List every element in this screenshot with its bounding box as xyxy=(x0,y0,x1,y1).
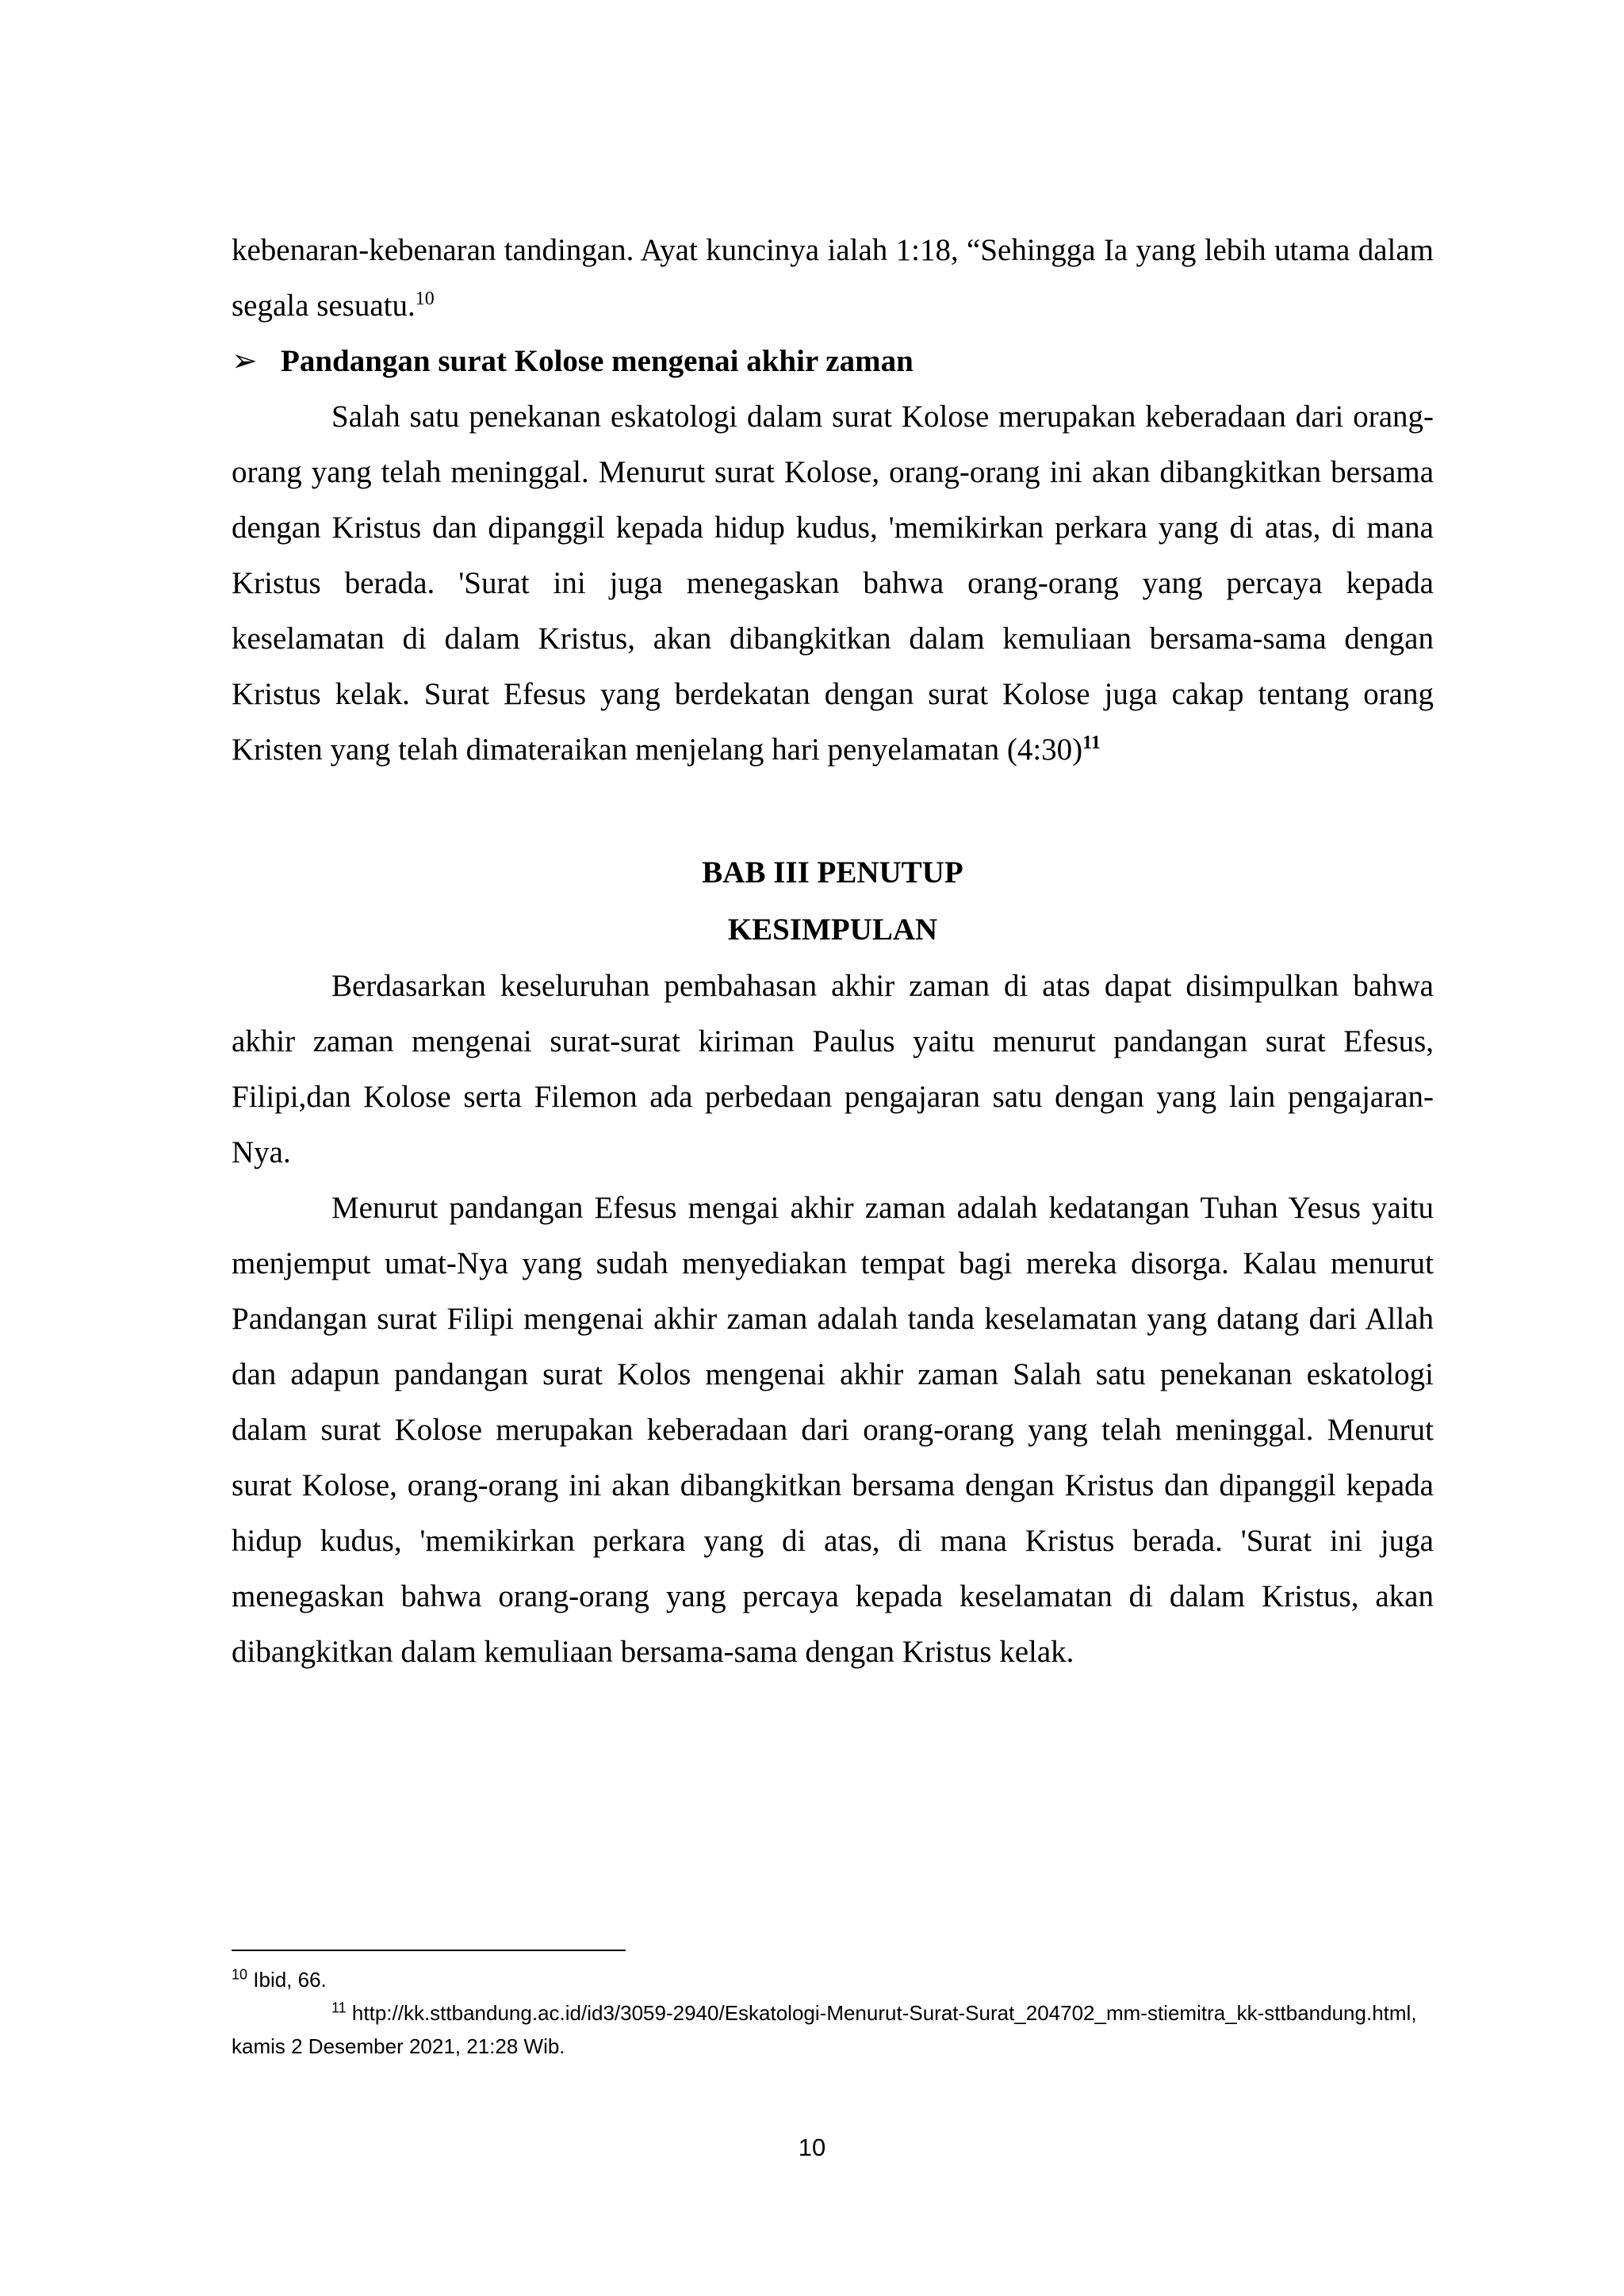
footnote-text: Ibid, 66. xyxy=(253,1968,327,1992)
arrow-bullet-icon: ➢ xyxy=(232,344,258,378)
section-heading-text: Pandangan surat Kolose mengenai akhir zaman xyxy=(281,344,914,378)
conclusion-paragraph: Menurut pandangan Efesus mengai akhir zaman adalah kedatangan Tuhan Yesus yaitu menjemput umat-Nya yang sudah menyediakan tempat bagi mereka disorga. Kalau menurut Pandangan surat Filipi mengenai akhir zaman adalah tanda keselamatan yang datang dari Allah dan adapun pandangan surat Kolos mengenai akhir zaman Salah satu penekanan eskatologi dalam surat Kolose merupakan keberadaan dari orang-orang yang telah meninggal. Menurut surat Kolose, orang-orang ini akan dibangkitkan bersama dengan Kristus dan dipanggil kepada hidup kudus, 'memikirkan perkara yang di atas, di mana Kristus berada. 'Surat ini juga menegaskan bahwa orang-orang yang percaya kepada keselamatan di dalam Kristus, akan dibangkitkan dalam kemuliaan bersama-sama dengan Kristus kelak. xyxy=(232,1191,1434,1669)
section-heading-kolose xyxy=(232,334,1434,389)
footnote-ref-11: 11 xyxy=(1082,733,1101,753)
footnote-separator xyxy=(232,1950,626,1951)
chapter-subtitle: KESIMPULAN xyxy=(727,913,938,947)
footnote-number: 11 xyxy=(331,1999,347,2016)
chapter-title: BAB III PENUTUP xyxy=(702,855,963,890)
footnote-text: http://kk.sttbandung.ac.id/id3/3059-2940/Eskatologi-Menurut-Surat-Surat_204702_mm-stiemitra_kk-sttbandung.html, kamis 2 Desember 2021, 21:28 Wib. xyxy=(232,2001,1417,2058)
kolose-paragraph-text: Salah satu penekanan eskatologi dalam surat Kolose merupakan keberadaan dari orang-orang yang telah meninggal. Menurut surat Kolose, orang-orang ini akan dibangkitkan bersama dengan Kristus dan dipanggil kepada hidup kudus, 'memikirkan perkara yang di atas, di mana Kristus berada. 'Surat ini juga menegaskan bahwa orang-orang yang percaya kepada keselamatan di dalam Kristus, akan dibangkitkan dalam kemuliaan bersama-sama dengan Kristus kelak. Surat Efesus yang berdekatan dengan surat Kolose juga cakap tentang orang Kristen yang telah dimateraikan menjelang hari penyelamatan (4:30) xyxy=(232,400,1434,767)
conclusion-paragraph: Berdasarkan keseluruhan pembahasan akhir zaman di atas dapat disimpulkan bahwa akhir zaman mengenai surat-surat kiriman Paulus yaitu menurut pandangan surat Efesus, Filipi,dan Kolose serta Filemon ada perbedaan pengajaran satu dengan yang lain pengajaran-Nya. xyxy=(232,969,1434,1169)
footnotes xyxy=(232,1963,1434,2063)
top-section xyxy=(232,223,1434,778)
continuation-text: kebenaran-kebenaran tandingan. Ayat kuncinya ialah 1:18, “Sehingga Ia yang lebih utama dalam segala sesuatu. xyxy=(232,233,1434,323)
page-number: 10 xyxy=(798,2133,826,2161)
conclusion-section xyxy=(232,959,1434,1680)
footnote-10 xyxy=(232,1963,1434,1996)
footnote-ref-10: 10 xyxy=(415,289,435,309)
kolose-paragraph xyxy=(232,389,1434,778)
footnote-number: 10 xyxy=(232,1966,248,1983)
footnote-11 xyxy=(232,1996,1434,2063)
continuation-paragraph xyxy=(232,223,1434,334)
